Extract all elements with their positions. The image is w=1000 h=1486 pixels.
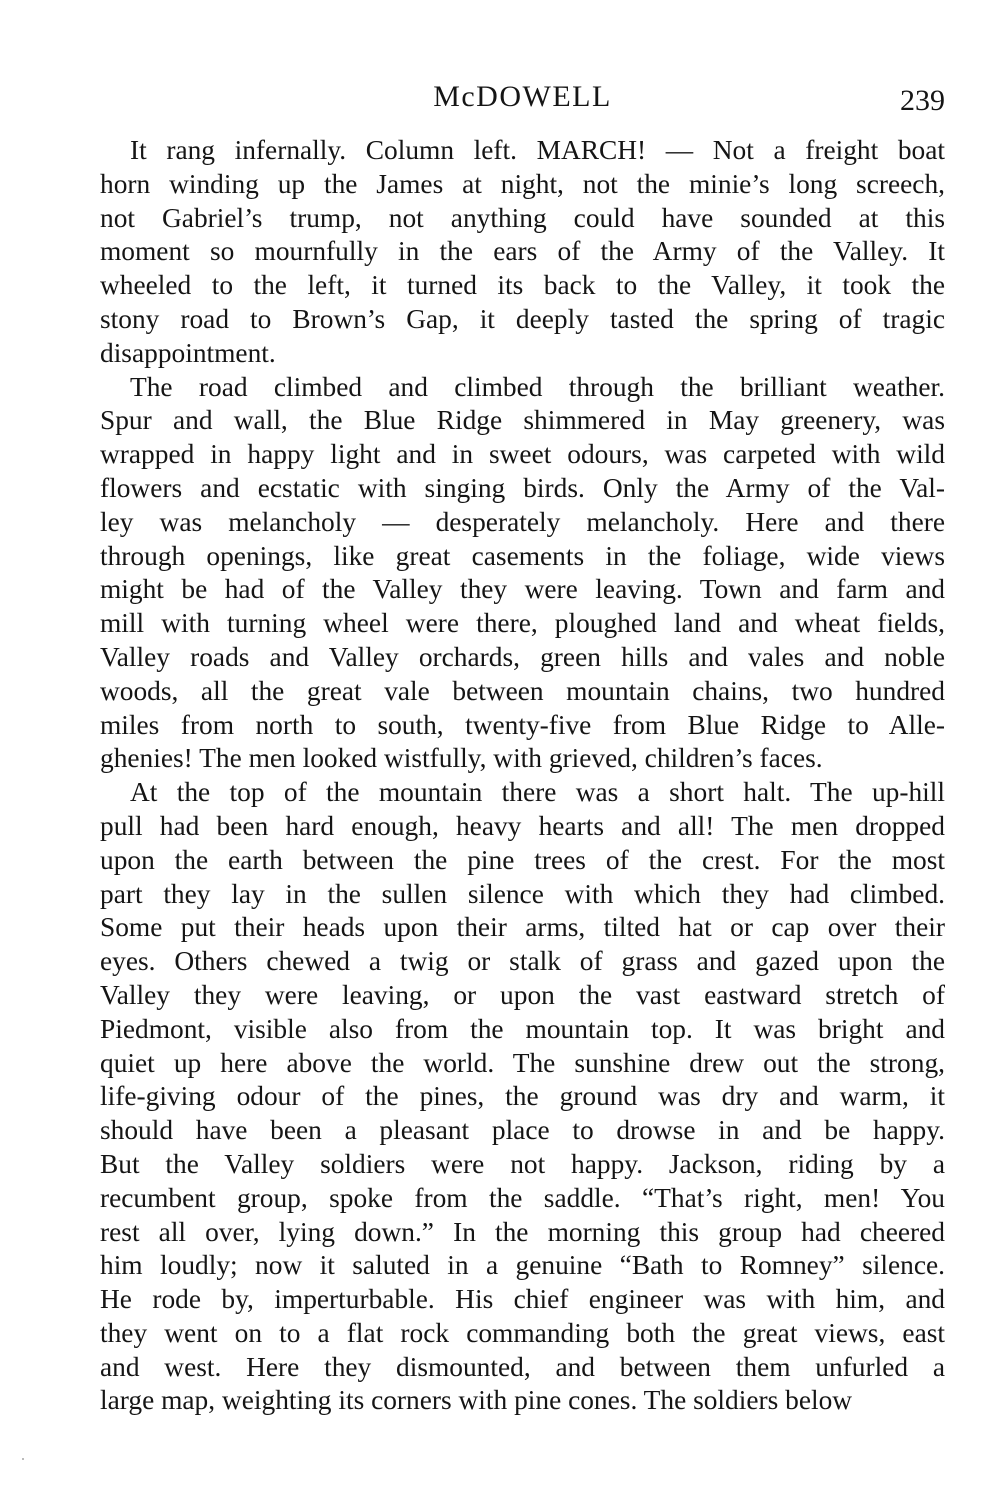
text-line: ghenies! The men looked wistfully, with grieved, children’s faces. (100, 743, 823, 774)
text-line: eyes. Others chewed a twig or stalk of grass and gazed upon the (100, 946, 945, 977)
text-line: might be had of the Valley they were leaving. Town and farm and (100, 574, 945, 605)
text-line: miles from north to south, twenty-five from Blue Ridge to Alle- (100, 709, 945, 740)
text-line: flowers and ecstatic with singing birds. Only the Army of the Val- (100, 472, 945, 503)
text-line: wheeled to the left, it turned its back to the Valley, it took the (100, 270, 945, 301)
text-line: should have been a pleasant place to drowse in and be happy. (100, 1115, 945, 1146)
book-page (100, 72, 945, 1418)
text-line: large map, weighting its corners with pine cones. The soldiers below (100, 1385, 853, 1416)
text-line: him loudly; now it saluted in a genuine “Bath to Romney” silence. (100, 1250, 945, 1281)
text-line: not Gabriel’s trump, not anything could have sounded at this (100, 202, 945, 233)
text-line: At the top of the mountain there was a short halt. The up-hill (130, 777, 945, 808)
text-line: disappointment. (100, 337, 276, 368)
text-line: moment so mournfully in the ears of the Army of the Valley. It (100, 236, 945, 267)
body-text (100, 134, 945, 1418)
text-line: Valley roads and Valley orchards, green hills and vales and noble (100, 641, 945, 672)
paragraph (100, 371, 945, 777)
text-line: and west. Here they dismounted, and between them unfurled a (100, 1351, 945, 1382)
text-line: stony road to Brown’s Gap, it deeply tasted the spring of tragic (100, 303, 945, 334)
text-line: Piedmont, visible also from the mountain top. It was bright and (100, 1013, 945, 1044)
chapter-title: McDOWELL (433, 80, 612, 113)
text-line: quiet up here above the world. The sunshine drew out the strong, (100, 1047, 945, 1078)
running-head (100, 72, 945, 134)
text-line: part they lay in the sullen silence with which they had climbed. (100, 878, 945, 909)
text-line: wrapped in happy light and in sweet odours, was carpeted with wild (100, 439, 945, 470)
text-line: But the Valley soldiers were not happy. Jackson, riding by a (100, 1148, 945, 1179)
text-line: woods, all the great vale between mountain chains, two hundred (100, 675, 945, 706)
text-line: The road climbed and climbed through the brilliant weather. (130, 371, 945, 402)
text-line: Some put their heads upon their arms, tilted hat or cap over their (100, 912, 945, 943)
text-line: ley was melancholy — desperately melancholy. Here and there (100, 506, 945, 537)
text-line: Spur and wall, the Blue Ridge shimmered in May greenery, was (100, 405, 945, 436)
text-line: pull had been hard enough, heavy hearts and all! The men dropped (100, 810, 945, 841)
text-line: He rode by, imperturbable. His chief engineer was with him, and (100, 1284, 945, 1315)
text-line: mill with turning wheel were there, ploughed land and wheat fields, (100, 608, 945, 639)
text-line: they went on to a flat rock commanding both the great views, east (100, 1317, 945, 1348)
text-line: Valley they were leaving, or upon the vast eastward stretch of (100, 979, 945, 1010)
scan-speck (22, 1458, 24, 1460)
page-number: 239 (900, 84, 945, 117)
text-line: through openings, like great casements in the foliage, wide views (100, 540, 945, 571)
paragraph (100, 134, 945, 371)
text-line: rest all over, lying down.” In the morning this group had cheered (100, 1216, 945, 1247)
text-line: recumbent group, spoke from the saddle. “That’s right, men! You (100, 1182, 945, 1213)
text-line: It rang infernally. Column left. MARCH! — Not a freight boat (130, 135, 945, 165)
paragraph (100, 776, 945, 1418)
text-line: horn winding up the James at night, not the minie’s long screech, (100, 168, 945, 199)
text-line: upon the earth between the pine trees of the crest. For the most (100, 844, 945, 875)
text-line: life-giving odour of the pines, the ground was dry and warm, it (100, 1081, 945, 1112)
